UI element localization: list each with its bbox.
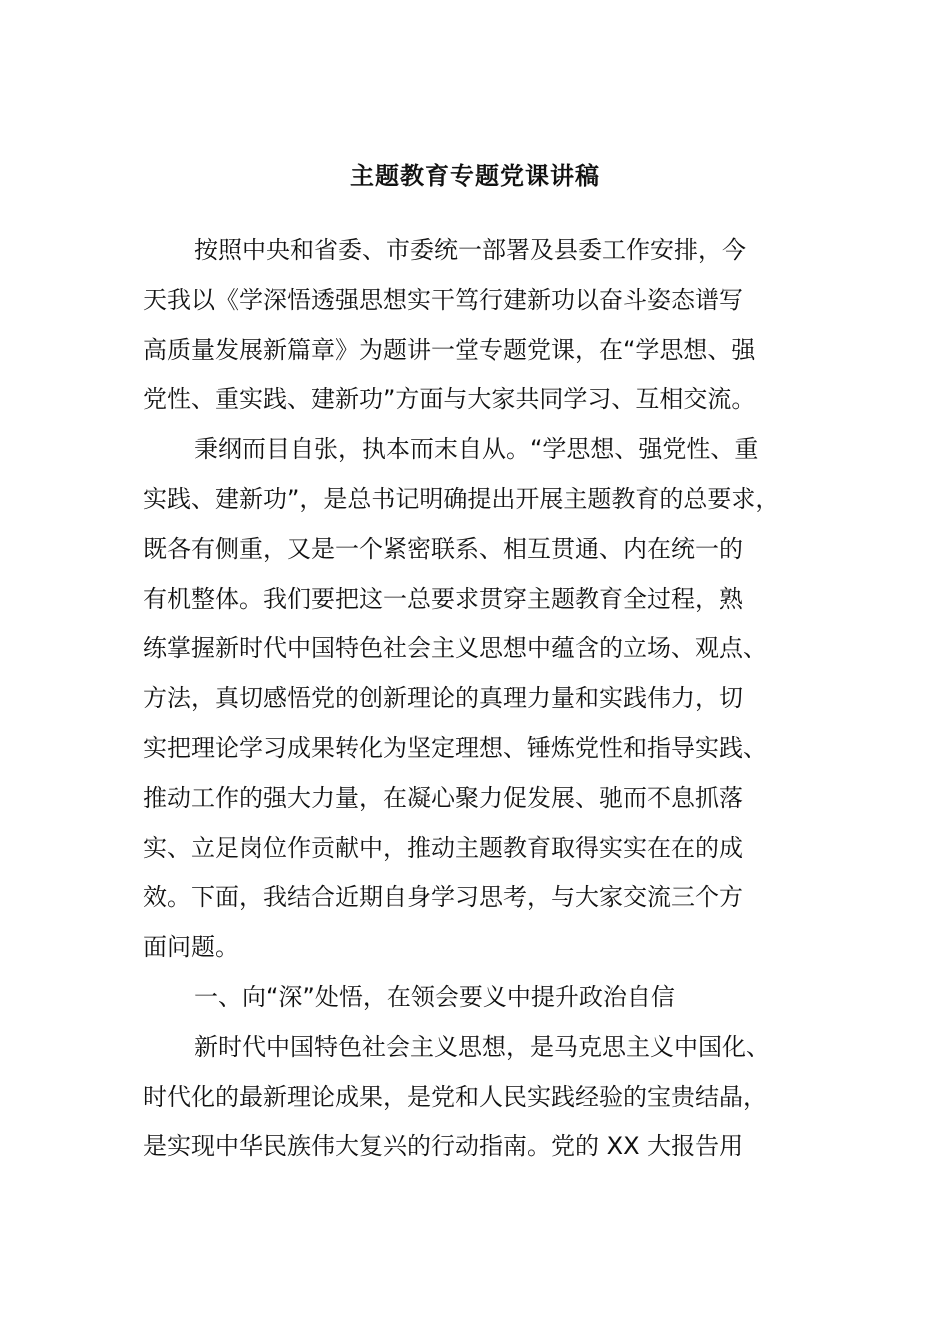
text-line: 练掌握新时代中国特色社会主义思想中蕴含的立场、观点、	[143, 634, 767, 663]
text-line: 有机整体。我们要把这一总要求贯穿主题教育全过程，熟	[143, 584, 743, 613]
text-line: 面问题。	[143, 933, 239, 962]
text-line: 按照中央和省委、市委统一部署及县委工作安排，今	[194, 236, 746, 264]
text-line: 既各有侧重，又是一个紧密联系、相互贯通、内在统一的	[143, 534, 743, 563]
text-line: 秉纲而目自张，执本而末自从。“学思想、强党性、重	[194, 435, 759, 464]
text-line: 时代化的最新理论成果，是党和人民实践经验的宝贵结晶，	[143, 1082, 767, 1111]
document-title: 主题教育专题党课讲稿	[350, 162, 600, 190]
text-line: 天我以《学深悟透强思想实干笃行建新功以奋斗姿态谱写	[143, 285, 743, 314]
text-line: 高质量发展新篇章》为题讲一堂专题党课，在“学思想、强	[143, 335, 756, 364]
document-body	[143, 226, 815, 1172]
text-line: 一、向“深”处悟，在领会要义中提升政治自信	[194, 982, 675, 1011]
text-line: 新时代中国特色社会主义思想，是马克思主义中国化、	[194, 1032, 770, 1061]
text-line: 是实现中华民族伟大复兴的行动指南。党的 XX 大报告用	[143, 1132, 744, 1161]
text-line: 效。下面，我结合近期自身学习思考，与大家交流三个方	[143, 883, 743, 912]
text-line: 推动工作的强大力量，在凝心聚力促发展、驰而不息抓落	[143, 783, 743, 812]
text-line: 党性、重实践、建新功”方面与大家共同学习、互相交流。	[143, 385, 756, 414]
text-line: 实把理论学习成果转化为坚定理想、锤炼党性和指导实践、	[143, 733, 767, 762]
text-line: 方法，真切感悟党的创新理论的真理力量和实践伟力，切	[143, 684, 743, 713]
text-line: 实践、建新功”，是总书记明确提出开展主题教育的总要求，	[143, 484, 780, 513]
text-line: 实、立足岗位作贡献中，推动主题教育取得实实在在的成	[143, 833, 743, 862]
